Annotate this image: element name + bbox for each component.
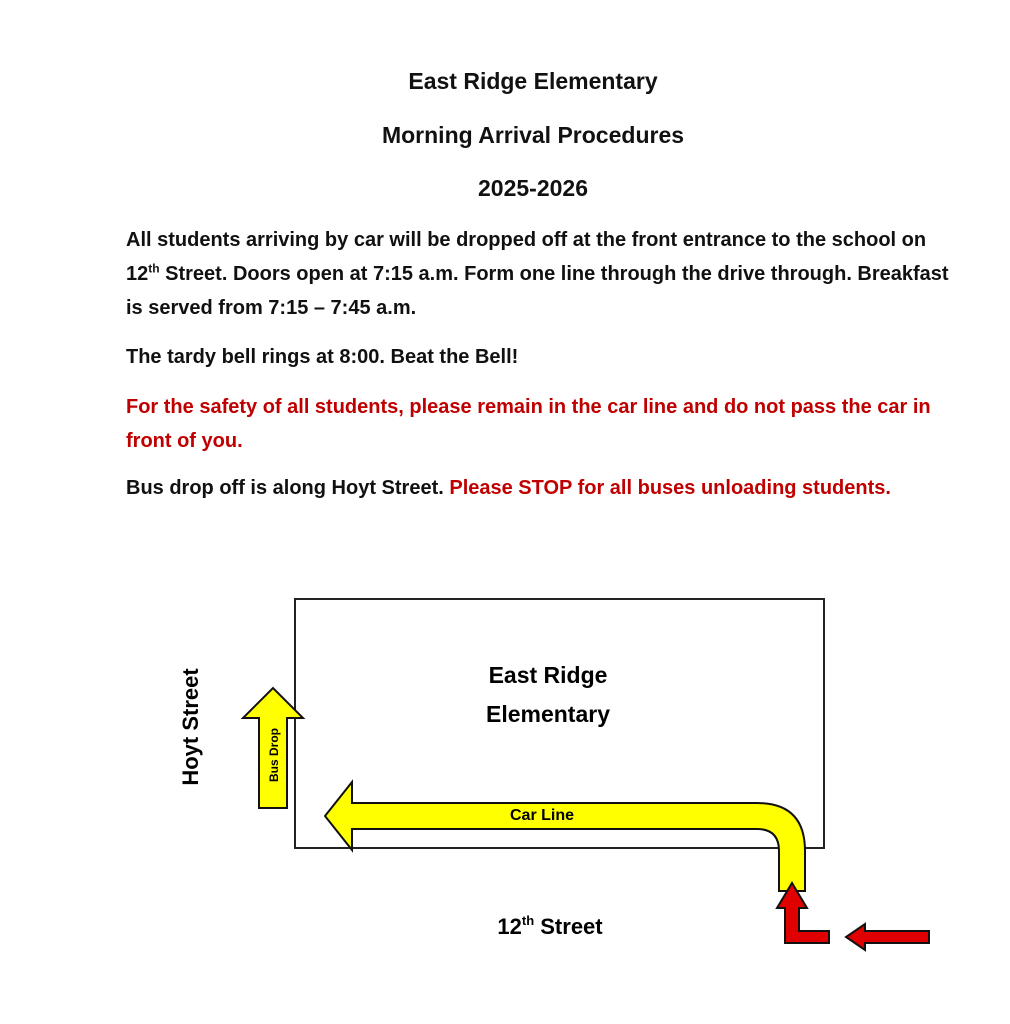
car-line-label: Car Line xyxy=(509,807,575,824)
procedures-heading: Morning Arrival Procedures xyxy=(381,122,685,148)
bus-warning-text: Please STOP for all buses unloading students. xyxy=(449,477,891,499)
arrival-text-part1: All students arriving by car will be dropped off at the front entrance to the school on 12 xyxy=(126,229,927,285)
arrival-superscript: th xyxy=(148,261,160,276)
hoyt-street-label: Hoyt Street xyxy=(178,668,203,786)
school-name-heading: East Ridge Elementary xyxy=(408,68,658,94)
arrival-text-part2: Street. Doors open at 7:15 a.m. Form one line through the drive through. Breakfast is served from 7:15 – 7:45 a.m. xyxy=(126,263,949,319)
building-label-line1: East Ridge xyxy=(488,662,608,688)
twelfth-street-superscript: th xyxy=(521,913,535,928)
twelfth-street-number: 12 xyxy=(497,914,522,939)
bus-drop-label: Bus Drop xyxy=(267,728,281,782)
building-label-line2: Elementary xyxy=(485,701,611,727)
tardy-paragraph: The tardy bell rings at 8:00. Beat the Bell! xyxy=(126,346,519,368)
twelfth-street-name: Street xyxy=(534,914,603,939)
school-year-heading: 2025-2026 xyxy=(478,175,588,201)
twelfth-street-label xyxy=(497,913,603,939)
bus-info-text: Bus drop off is along Hoyt Street. xyxy=(126,477,450,499)
entry-approach-arrow xyxy=(846,924,929,950)
safety-notice: For the safety of all students, please remain in the car line and do not pass the car in front of you. xyxy=(126,396,931,452)
